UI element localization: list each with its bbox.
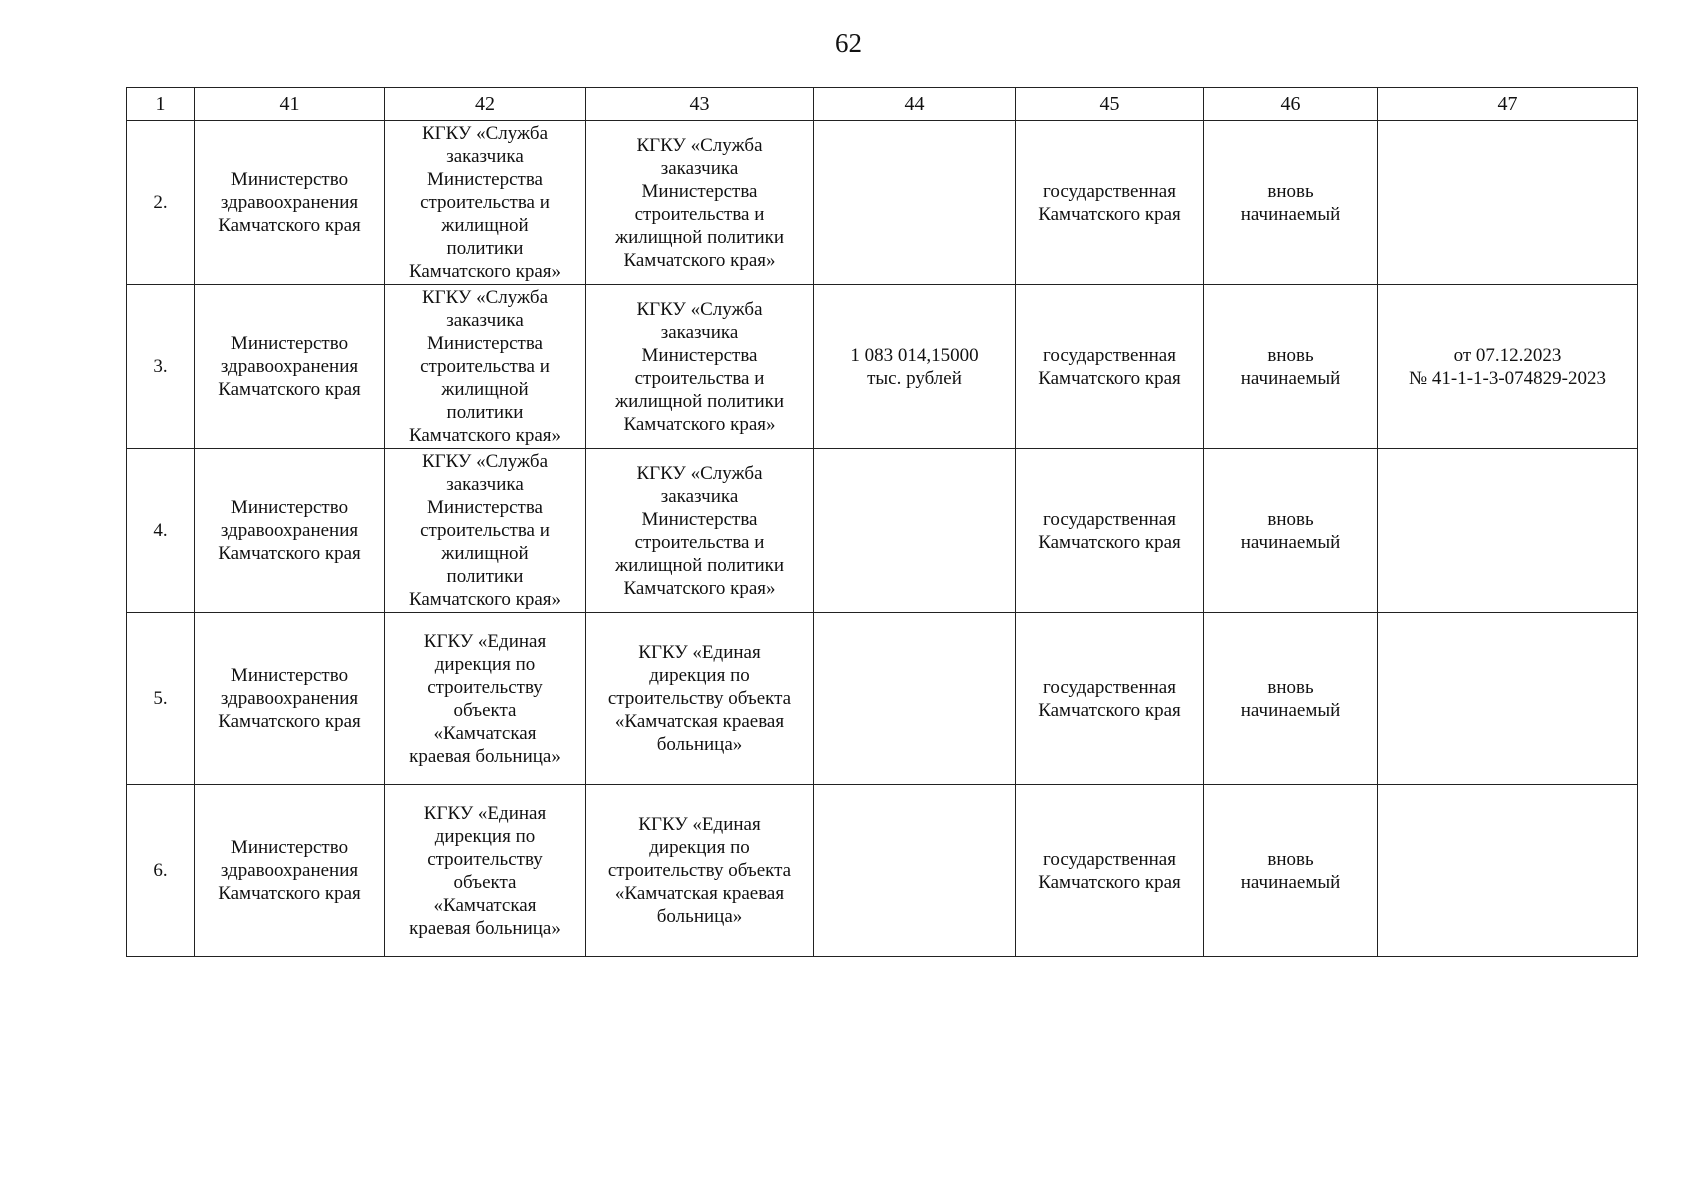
customer-cell: КГКУ «Служба заказчика Министерства строительства и жилищной политики Камчатского края» <box>385 449 586 613</box>
row-number-cell: 2. <box>127 121 195 285</box>
column-header: 45 <box>1016 88 1204 121</box>
expertise-cell <box>1378 449 1638 613</box>
ownership-cell: государственная Камчатского края <box>1016 449 1204 613</box>
column-header: 42 <box>385 88 586 121</box>
expertise-cell <box>1378 121 1638 285</box>
ministry-cell: Министерство здравоохранения Камчатского края <box>195 285 385 449</box>
ownership-cell: государственная Камчатского края <box>1016 785 1204 957</box>
cost-cell <box>814 785 1016 957</box>
developer-cell: КГКУ «Служба заказчика Министерства строительства и жилищной политики Камчатского края» <box>586 121 814 285</box>
status-cell: вновь начинаемый <box>1204 785 1378 957</box>
status-cell: вновь начинаемый <box>1204 121 1378 285</box>
row-number-cell: 3. <box>127 285 195 449</box>
column-header: 1 <box>127 88 195 121</box>
ministry-cell: Министерство здравоохранения Камчатского края <box>195 785 385 957</box>
ministry-cell: Министерство здравоохранения Камчатского края <box>195 121 385 285</box>
expertise-cell: от 07.12.2023 № 41-1-1-3-074829-2023 <box>1378 285 1638 449</box>
customer-cell: КГКУ «Единая дирекция по строительству объекта «Камчатская краевая больница» <box>385 785 586 957</box>
cost-cell <box>814 121 1016 285</box>
page-number: 62 <box>835 28 862 58</box>
data-table <box>126 87 1638 957</box>
expertise-cell <box>1378 613 1638 785</box>
row-number-cell: 6. <box>127 785 195 957</box>
cost-cell <box>814 449 1016 613</box>
row-number-cell: 5. <box>127 613 195 785</box>
cost-cell: 1 083 014,15000 тыс. рублей <box>814 285 1016 449</box>
column-header: 43 <box>586 88 814 121</box>
ownership-cell: государственная Камчатского края <box>1016 121 1204 285</box>
developer-cell: КГКУ «Единая дирекция по строительству объекта «Камчатская краевая больница» <box>586 785 814 957</box>
status-cell: вновь начинаемый <box>1204 449 1378 613</box>
ministry-cell: Министерство здравоохранения Камчатского края <box>195 613 385 785</box>
expertise-cell <box>1378 785 1638 957</box>
status-cell: вновь начинаемый <box>1204 285 1378 449</box>
ownership-cell: государственная Камчатского края <box>1016 285 1204 449</box>
column-header: 46 <box>1204 88 1378 121</box>
ownership-cell: государственная Камчатского края <box>1016 613 1204 785</box>
column-header: 44 <box>814 88 1016 121</box>
table-row <box>127 613 1638 785</box>
header-row <box>127 88 1638 121</box>
customer-cell: КГКУ «Служба заказчика Министерства строительства и жилищной политики Камчатского края» <box>385 121 586 285</box>
developer-cell: КГКУ «Служба заказчика Министерства строительства и жилищной политики Камчатского края» <box>586 449 814 613</box>
cost-cell <box>814 613 1016 785</box>
table-row <box>127 121 1638 285</box>
column-header: 47 <box>1378 88 1638 121</box>
ministry-cell: Министерство здравоохранения Камчатского края <box>195 449 385 613</box>
row-number-cell: 4. <box>127 449 195 613</box>
customer-cell: КГКУ «Служба заказчика Министерства строительства и жилищной политики Камчатского края» <box>385 285 586 449</box>
developer-cell: КГКУ «Служба заказчика Министерства строительства и жилищной политики Камчатского края» <box>586 285 814 449</box>
developer-cell: КГКУ «Единая дирекция по строительству объекта «Камчатская краевая больница» <box>586 613 814 785</box>
column-header: 41 <box>195 88 385 121</box>
table-row <box>127 285 1638 449</box>
customer-cell: КГКУ «Единая дирекция по строительству объекта «Камчатская краевая больница» <box>385 613 586 785</box>
table-row <box>127 449 1638 613</box>
table-row <box>127 785 1638 957</box>
status-cell: вновь начинаемый <box>1204 613 1378 785</box>
